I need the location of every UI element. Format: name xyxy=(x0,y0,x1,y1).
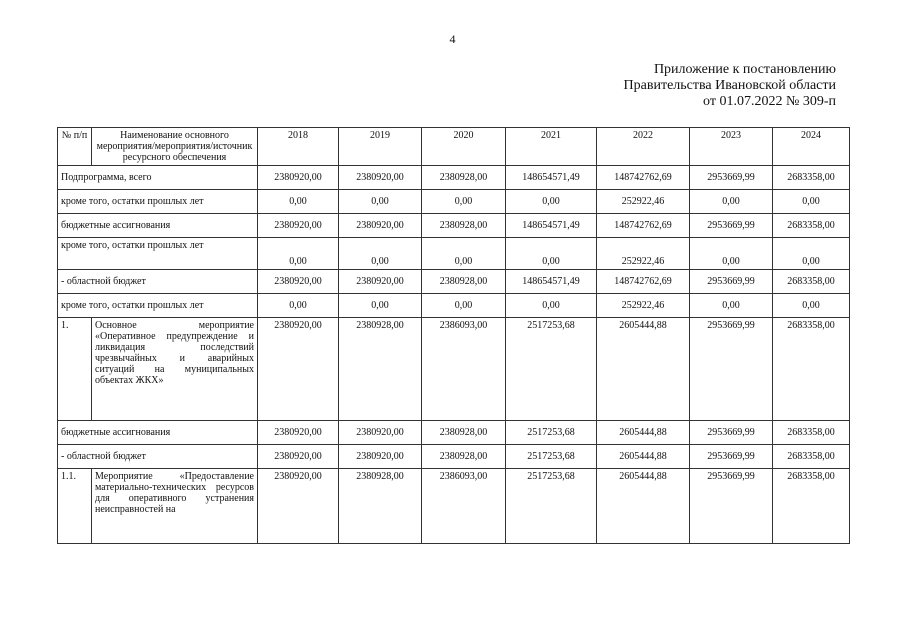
row-value: 2953669,99 xyxy=(690,270,773,294)
column-header-year: 2020 xyxy=(422,128,506,166)
row-value: 0,00 xyxy=(773,238,850,270)
row-value: 2683358,00 xyxy=(773,469,850,544)
row-value: 0,00 xyxy=(258,190,339,214)
row-value: 2953669,99 xyxy=(690,318,773,421)
table-row xyxy=(58,294,850,318)
table-row xyxy=(58,445,850,469)
column-header-year: 2021 xyxy=(506,128,597,166)
row-index: 1.1. xyxy=(58,469,92,544)
row-label: бюджетные ассигнования xyxy=(58,421,258,445)
row-value: 0,00 xyxy=(258,294,339,318)
row-value: 2380920,00 xyxy=(258,270,339,294)
column-header-year: 2018 xyxy=(258,128,339,166)
row-label: - областной бюджет xyxy=(58,270,258,294)
row-value: 2380920,00 xyxy=(258,166,339,190)
row-value: 0,00 xyxy=(258,238,339,270)
row-value: 2953669,99 xyxy=(690,421,773,445)
row-value: 2380920,00 xyxy=(258,318,339,421)
row-value: 2380928,00 xyxy=(422,166,506,190)
table-header-row xyxy=(58,128,850,166)
row-value: 0,00 xyxy=(422,238,506,270)
row-value: 148742762,69 xyxy=(597,214,690,238)
row-value: 2380928,00 xyxy=(339,318,422,421)
table-row xyxy=(58,214,850,238)
column-header-year: 2024 xyxy=(773,128,850,166)
row-value: 2605444,88 xyxy=(597,421,690,445)
row-label: кроме того, остатки прошлых лет xyxy=(58,294,258,318)
column-header-year: 2022 xyxy=(597,128,690,166)
row-value: 2380920,00 xyxy=(339,214,422,238)
table-row xyxy=(58,166,850,190)
row-value: 2380920,00 xyxy=(339,166,422,190)
row-label: кроме того, остатки прошлых лет xyxy=(58,238,258,270)
row-value: 2380920,00 xyxy=(258,214,339,238)
table-row xyxy=(58,318,850,421)
row-value: 2605444,88 xyxy=(597,469,690,544)
row-value: 0,00 xyxy=(690,238,773,270)
row-value: 252922,46 xyxy=(597,294,690,318)
header-line-1: Приложение к постановлению xyxy=(653,62,836,77)
row-value: 0,00 xyxy=(506,294,597,318)
row-value: 2380928,00 xyxy=(422,270,506,294)
row-value: 148654571,49 xyxy=(506,214,597,238)
row-value: 2517253,68 xyxy=(506,469,597,544)
row-label: Мероприятие «Предоставление материально-технических ресурсов для оперативного устранения неисправностей на xyxy=(92,469,258,544)
row-value: 2953669,99 xyxy=(690,166,773,190)
row-value: 0,00 xyxy=(339,238,422,270)
row-label: - областной бюджет xyxy=(58,445,258,469)
row-value: 0,00 xyxy=(339,190,422,214)
row-label: Подпрограмма, всего xyxy=(58,166,258,190)
row-value: 148654571,49 xyxy=(506,166,597,190)
row-value: 0,00 xyxy=(506,238,597,270)
column-header-name: Наименование основного мероприятия/мероприятия/источник ресурсного обеспечения xyxy=(92,128,258,166)
row-value: 2605444,88 xyxy=(597,318,690,421)
row-value: 0,00 xyxy=(422,190,506,214)
row-value: 2386093,00 xyxy=(422,469,506,544)
row-value: 2380920,00 xyxy=(339,270,422,294)
table-row xyxy=(58,190,850,214)
row-value: 2380928,00 xyxy=(422,421,506,445)
row-value: 2953669,99 xyxy=(690,214,773,238)
row-value: 0,00 xyxy=(422,294,506,318)
row-value: 2953669,99 xyxy=(690,469,773,544)
row-value: 148654571,49 xyxy=(506,270,597,294)
row-value: 0,00 xyxy=(690,190,773,214)
row-index: 1. xyxy=(58,318,92,421)
row-value: 2380920,00 xyxy=(258,445,339,469)
table-row xyxy=(58,238,850,270)
row-value: 2380928,00 xyxy=(422,214,506,238)
row-label: бюджетные ассигнования xyxy=(58,214,258,238)
header-line-3: от 01.07.2022 № 309-п xyxy=(703,94,836,109)
row-value: 2380920,00 xyxy=(339,445,422,469)
row-value: 2517253,68 xyxy=(506,421,597,445)
row-value: 2517253,68 xyxy=(506,318,597,421)
table-row xyxy=(58,469,850,544)
header-line-2: Правительства Ивановской области xyxy=(623,78,836,93)
row-value: 2683358,00 xyxy=(773,166,850,190)
row-value: 2683358,00 xyxy=(773,318,850,421)
row-value: 0,00 xyxy=(690,294,773,318)
row-value: 148742762,69 xyxy=(597,270,690,294)
row-value: 148742762,69 xyxy=(597,166,690,190)
row-value: 2683358,00 xyxy=(773,270,850,294)
row-value: 2380928,00 xyxy=(422,445,506,469)
row-value: 0,00 xyxy=(773,294,850,318)
row-value: 2683358,00 xyxy=(773,421,850,445)
row-value: 0,00 xyxy=(506,190,597,214)
row-value: 2380920,00 xyxy=(258,421,339,445)
row-value: 2605444,88 xyxy=(597,445,690,469)
row-value: 2380920,00 xyxy=(339,421,422,445)
row-value: 252922,46 xyxy=(597,238,690,270)
column-header-number: № п/п xyxy=(58,128,92,166)
table-row xyxy=(58,270,850,294)
row-value: 2953669,99 xyxy=(690,445,773,469)
budget-table xyxy=(57,127,850,544)
row-value: 2380920,00 xyxy=(258,469,339,544)
row-value: 2683358,00 xyxy=(773,445,850,469)
row-value: 2386093,00 xyxy=(422,318,506,421)
row-value: 252922,46 xyxy=(597,190,690,214)
row-value: 0,00 xyxy=(339,294,422,318)
row-value: 2517253,68 xyxy=(506,445,597,469)
table-row xyxy=(58,421,850,445)
document-header xyxy=(624,62,836,110)
column-header-year: 2019 xyxy=(339,128,422,166)
row-label: Основное мероприятие «Оперативное предупреждение и ликвидация последствий чрезвычайных и аварийных ситуаций на муниципальных объектах ЖКХ» xyxy=(92,318,258,421)
page-number: 4 xyxy=(449,32,456,46)
row-value: 2380928,00 xyxy=(339,469,422,544)
column-header-year: 2023 xyxy=(690,128,773,166)
row-value: 2683358,00 xyxy=(773,214,850,238)
row-label: кроме того, остатки прошлых лет xyxy=(58,190,258,214)
row-value: 0,00 xyxy=(773,190,850,214)
